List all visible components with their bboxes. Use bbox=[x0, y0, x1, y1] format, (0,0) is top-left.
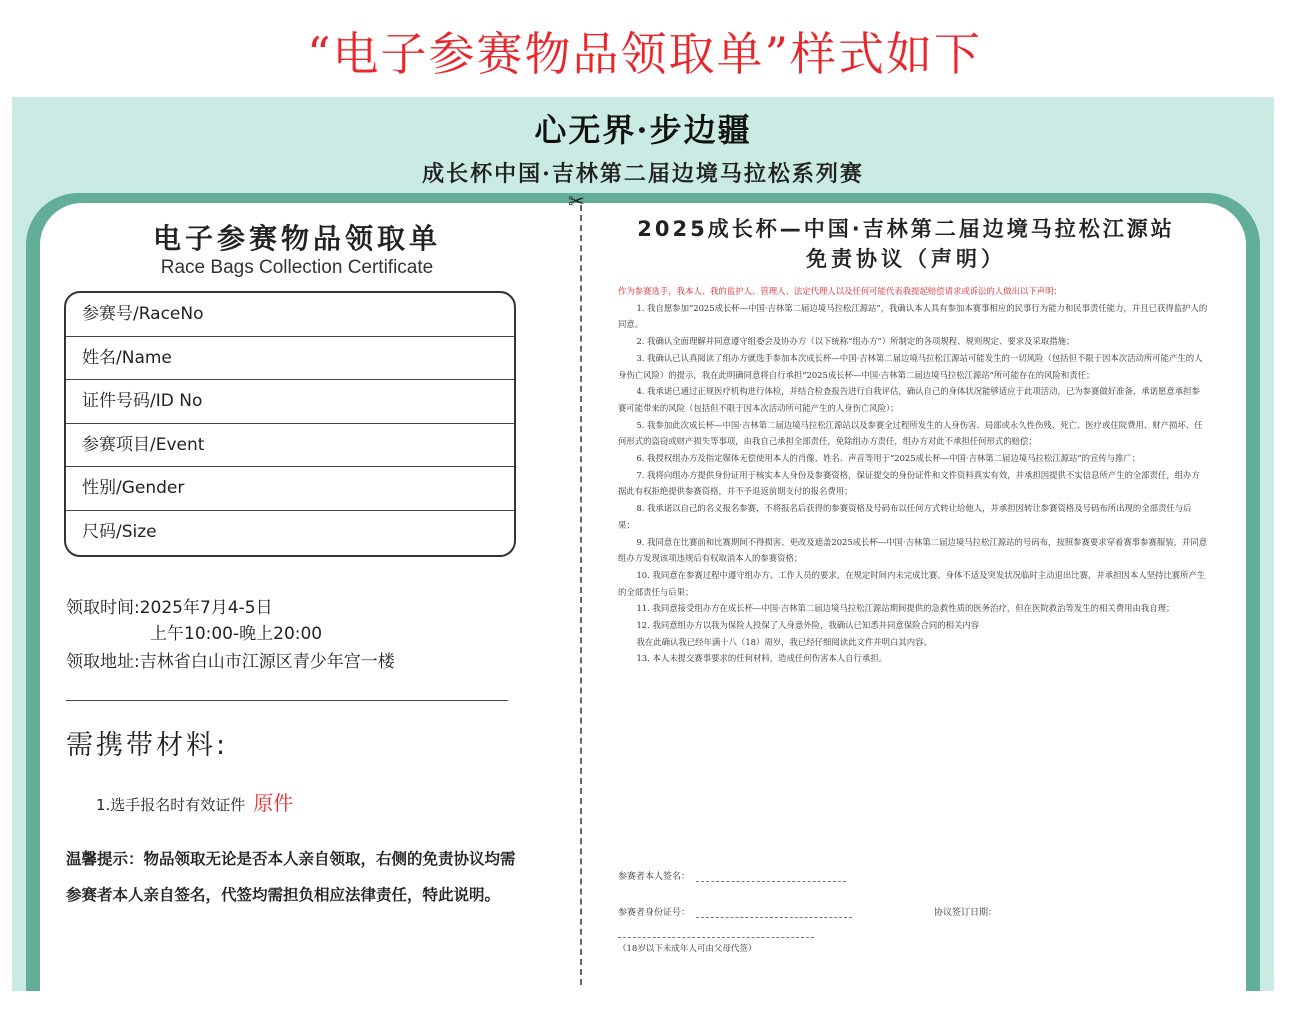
id-number-row bbox=[618, 905, 852, 918]
field-gender: 性别/Gender bbox=[66, 467, 514, 511]
collection-title: 电子参赛物品领取单 bbox=[152, 222, 441, 255]
agreement-clause: 9. 我同意在比赛前和比赛期间不得损害、更改及遮盖2025成长杯—中国·吉林第二届边境马拉松江源站的号码布，按照参赛要求穿着赛事参赛服装，并同意组办方发现该项违规后有权取消本人的参赛资格； bbox=[618, 536, 1208, 564]
collection-hours: 上午10:00-晚上20:00 bbox=[150, 624, 323, 644]
agreement-subtitle: 免责协议（声明） bbox=[806, 247, 1006, 271]
agreement-clause: 1. 我自愿参加“2025成长杯—中国·吉林第二届边境马拉松江源站”，我确认本人具有参加本赛事相应的民事行为能力和民事责任能力，并且已获得监护人的同意。 bbox=[618, 302, 1208, 330]
page-heading: “电子参赛物品领取单”样式如下 bbox=[306, 27, 983, 81]
signature-label: 参赛者本人签名： bbox=[618, 872, 691, 882]
agreement-intro: 作为参赛选手，我本人、我的监护人、管理人、法定代理人以及任何可能代表我提起赔偿请求或诉讼的人做出以下声明： bbox=[618, 286, 1062, 296]
agreement-clause: 13. 本人未提交赛事要求的任何材料，造成任何伤害本人自行承担。 bbox=[636, 653, 887, 664]
event-logo bbox=[12, 105, 1274, 188]
agreement-date-label: 协议签订日期： bbox=[934, 908, 998, 918]
event-subtitle: 成长杯中国·吉林第二届边境马拉松系列赛 bbox=[422, 161, 864, 187]
agreement-clause: 10. 我同意在参赛过程中遵守组办方、工作人员的要求，在规定时间内未完成比赛、身体不适及突发状况临时主动退出比赛，并承担因本人坚持比赛所产生的全部责任与后果； bbox=[618, 569, 1206, 597]
material-item-text: 1.选手报名时有效证件 bbox=[96, 796, 246, 814]
agreement-clause: 2. 我确认全面理解并同意遵守组委会及协办方（以下统称“组办方”）所制定的各项规程、规则规定、要求及采取措施； bbox=[636, 336, 1075, 347]
agreement-body bbox=[618, 283, 1208, 667]
runner-info-table bbox=[64, 291, 516, 557]
field-name: 姓名/Name bbox=[66, 337, 514, 381]
agreement-clause: 8. 我承诺以自己的名义报名参赛，不将报名后获得的参赛资格及号码布以任何方式转让给他人，并承担因转让参赛资格及号码布所出现的全部责任与后果； bbox=[618, 503, 1192, 530]
field-event: 参赛项目/Event bbox=[66, 424, 514, 468]
agreement-clause: 我在此确认我已经年满十八（18）周岁，我已经仔细阅读此文件并明白其内容。 bbox=[636, 636, 932, 647]
agreement-clause: 3. 我确认已认真阅读了组办方就选手参加本次成长杯—中国·吉林第二届边境马拉松江源站可能发生的一切风险（包括但不限于因本次活动所可能产生的人身伤亡风险）的提示，我在此明确同意将自行承担“2025成长杯—中国·吉林第二届边境马拉松江源站”所可能存在的风险和责任； bbox=[618, 352, 1203, 380]
materials-heading: 需携带材料: bbox=[66, 730, 229, 761]
section-divider bbox=[66, 700, 508, 701]
id-number-line bbox=[696, 917, 852, 918]
signature-row bbox=[618, 869, 846, 882]
collection-subtitle: Race Bags Collection Certificate bbox=[160, 257, 434, 278]
scissors-icon: ✂ bbox=[568, 189, 585, 213]
collection-time: 领取时间:2025年7月4-5日 bbox=[66, 598, 273, 618]
collection-address: 领取地址:吉林省白山市江源区青少年宫一楼 bbox=[66, 652, 395, 672]
agreement-clause: 7. 我将向组办方提供身份证用于核实本人身份及参赛资格，保证提交的身份证件和文件资料真实有效，并承担因提供不实信息所产生的全部责任，组办方据此有权拒绝提供参赛资格，并不予退返前期支付的报名费用； bbox=[618, 469, 1200, 497]
guardian-note: （18岁以下未成年人可由父母代签） bbox=[618, 937, 814, 954]
field-size: 尺码/Size bbox=[82, 521, 157, 542]
field-race-no: 参赛号/RaceNo bbox=[66, 293, 514, 337]
material-item bbox=[96, 787, 293, 816]
logo-title: 心无界·步边疆 bbox=[534, 111, 752, 149]
signature-line bbox=[696, 881, 846, 882]
agreement-clause: 6. 我授权组办方及指定媒体无偿使用本人的肖像、姓名、声音等用于“2025成长杯—中国·吉林第二届边境马拉松江源站”的宣传与推广； bbox=[636, 453, 1141, 464]
field-id-no: 证件号码/ID No bbox=[66, 380, 514, 424]
agreement-clause: 4. 我承诺已通过正规医疗机构进行体检，并结合检查报告进行自我评估，确认自己的身体状况能够适应于此项活动，已为参赛做好准备，承诺愿意承担参赛可能带来的风险（包括但不限于因本次活动所可能产生的人身伤亡风险）； bbox=[618, 386, 1200, 413]
agreement-title: 2025成长杯—中国·吉林第二届边境马拉松江源站 bbox=[637, 217, 1175, 241]
agreement-clause: 5. 我参加此次成长杯—中国·吉林第二届边境马拉松江源站以及参赛全过程所发生的人身伤害、局部或永久性伤残、死亡、医疗或住院费用、财产损坏、任何形式的盗窃或财产损失等事项，由我自己承担全部责任，免除组办方责任，组办方对此不承担任何形式的赔偿； bbox=[618, 419, 1203, 447]
reminder-note: 温馨提示：物品领取无论是否本人亲自领取，右侧的免责协议均需参赛者本人亲自签名，代签均需担负相应法律责任，特此说明。 bbox=[66, 850, 516, 904]
tear-line bbox=[580, 205, 582, 985]
material-highlight: 原件 bbox=[253, 791, 294, 815]
agreement-clause: 12. 我同意组办方以我为保险人投保了人身意外险，我确认已知悉并同意保险合同的相关内容 bbox=[636, 620, 980, 631]
poster bbox=[12, 97, 1274, 991]
agreement-clause: 11. 我同意接受组办方在成长杯—中国·吉林第二届边境马拉松江源站期间提供的急救性质的医务治疗，但在医院救治等发生的相关费用由我自理； bbox=[636, 603, 1175, 614]
id-number-label: 参赛者身份证号： bbox=[618, 908, 691, 918]
